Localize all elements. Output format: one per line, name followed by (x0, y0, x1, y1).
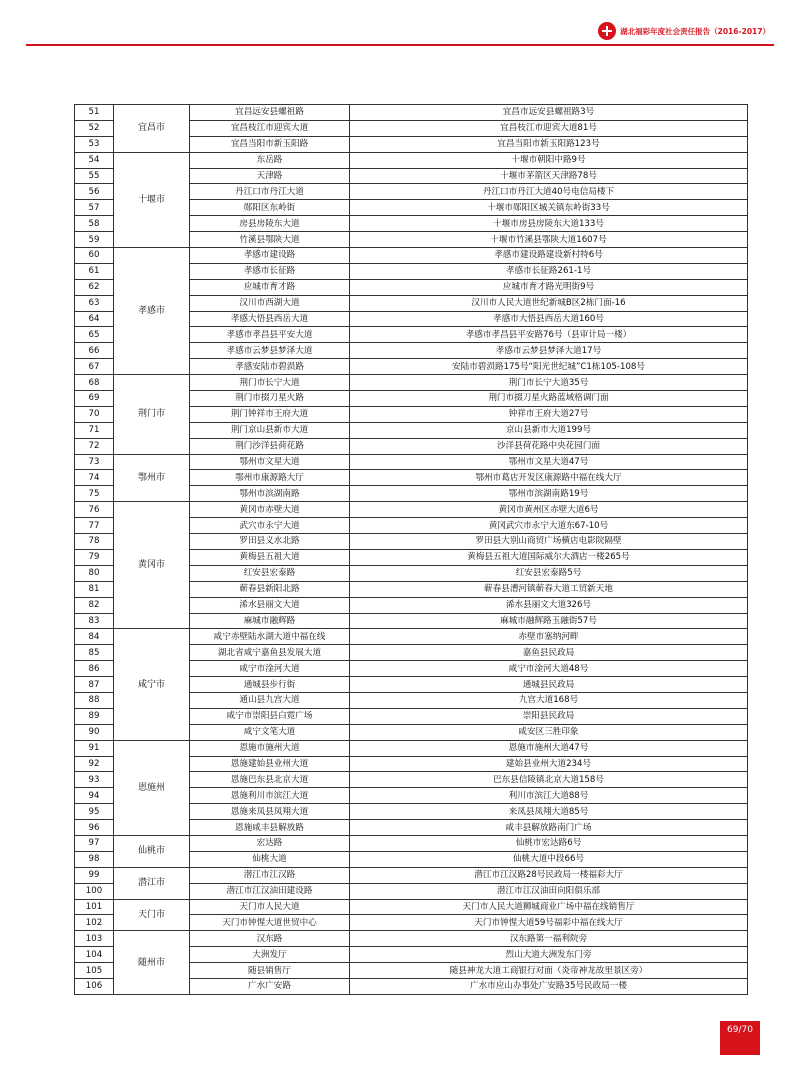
row-number: 92 (75, 756, 114, 772)
row-number: 73 (75, 454, 114, 470)
row-number: 103 (75, 931, 114, 947)
row-number: 70 (75, 406, 114, 422)
table-row (75, 629, 748, 645)
outlet-name: 通山县九宫大道 (190, 692, 350, 708)
outlet-address: 恩施市施州大道47号 (350, 740, 748, 756)
outlet-name: 汉川市西湖大道 (190, 295, 350, 311)
row-number: 75 (75, 486, 114, 502)
row-number: 65 (75, 327, 114, 343)
outlet-address: 咸宁市淦河大道48号 (350, 661, 748, 677)
outlet-address: 仙桃大道中段66号 (350, 851, 748, 867)
row-number: 64 (75, 311, 114, 327)
outlet-address: 利川市滨江大道88号 (350, 788, 748, 804)
city-name: 宜昌市 (114, 105, 190, 153)
outlet-name: 宜昌当阳市新玉阳路 (190, 136, 350, 152)
outlet-address: 通城县民政局 (350, 677, 748, 693)
row-number: 87 (75, 677, 114, 693)
row-number: 72 (75, 438, 114, 454)
outlet-address: 安陆市碧涢路175号“阳光世纪城”C1栋105-108号 (350, 359, 748, 375)
row-number: 89 (75, 708, 114, 724)
outlet-address: 孝感市孝昌县平安路76号（县审计局一楼） (350, 327, 748, 343)
outlet-name: 鄂州市滨湖南路 (190, 486, 350, 502)
outlet-name: 荆门京山县新市大道 (190, 422, 350, 438)
row-number: 66 (75, 343, 114, 359)
row-number: 91 (75, 740, 114, 756)
outlet-address: 随县神龙大道工商银行对面（炎帝神龙故里景区旁） (350, 963, 748, 979)
row-number: 82 (75, 597, 114, 613)
outlet-name: 通城县步行街 (190, 677, 350, 693)
outlet-name: 荆门沙洋县荷花路 (190, 438, 350, 454)
outlet-address: 巴东县信陵镇北京大道158号 (350, 772, 748, 788)
outlet-name: 潜江市江汉油田建设路 (190, 883, 350, 899)
outlet-name: 咸宁赤壁陆水湖大道中福在线 (190, 629, 350, 645)
row-number: 101 (75, 899, 114, 915)
table-row (75, 867, 748, 883)
row-number: 71 (75, 422, 114, 438)
outlet-address: 麻城市融辉路玉融街57号 (350, 613, 748, 629)
outlet-address: 崇阳县民政局 (350, 708, 748, 724)
city-name: 仙桃市 (114, 835, 190, 867)
row-number: 81 (75, 581, 114, 597)
row-number: 54 (75, 152, 114, 168)
outlet-name: 咸宁文笔大道 (190, 724, 350, 740)
row-number: 51 (75, 105, 114, 121)
row-number: 98 (75, 851, 114, 867)
row-number: 93 (75, 772, 114, 788)
table-row (75, 248, 748, 264)
outlet-address: 黄梅县五祖大道国际威尔大酒店一楼265号 (350, 549, 748, 565)
outlet-address: 黄冈市黄州区赤壁大道6号 (350, 502, 748, 518)
row-number: 85 (75, 645, 114, 661)
row-number: 63 (75, 295, 114, 311)
outlet-address: 蕲春县漕河镇蕲春大道工贸新天地 (350, 581, 748, 597)
outlet-name: 孝感大悟县西岳大道 (190, 311, 350, 327)
table-row (75, 375, 748, 391)
row-number: 55 (75, 168, 114, 184)
table-row (75, 105, 748, 121)
table-row (75, 454, 748, 470)
outlet-name: 应城市育才路 (190, 279, 350, 295)
outlet-address: 鄂州市滨湖南路19号 (350, 486, 748, 502)
report-title: 湖北福彩年度社会责任报告（2016-2017） (620, 26, 770, 36)
row-number: 78 (75, 534, 114, 550)
row-number: 61 (75, 263, 114, 279)
outlet-name: 恩施建始县业州大道 (190, 756, 350, 772)
row-number: 79 (75, 549, 114, 565)
outlet-name: 鄂州市文星大道 (190, 454, 350, 470)
city-name: 恩施州 (114, 740, 190, 835)
outlet-name: 荆门钟祥市王府大道 (190, 406, 350, 422)
outlet-address: 京山县新市大道199号 (350, 422, 748, 438)
outlet-address: 嘉鱼县民政局 (350, 645, 748, 661)
row-number: 105 (75, 963, 114, 979)
row-number: 88 (75, 692, 114, 708)
outlet-address: 荆门市长宁大道35号 (350, 375, 748, 391)
row-number: 57 (75, 200, 114, 216)
outlet-address: 烈山大道大洲发东门旁 (350, 947, 748, 963)
city-name: 鄂州市 (114, 454, 190, 502)
outlet-name: 随县销售厅 (190, 963, 350, 979)
row-number: 74 (75, 470, 114, 486)
outlet-address: 九宫大道168号 (350, 692, 748, 708)
outlet-name: 孝感市孝昌县平安大道 (190, 327, 350, 343)
outlet-name: 红安县宏泰路 (190, 565, 350, 581)
outlet-address: 汉川市人民大道世纪新城B区2栋门面-16 (350, 295, 748, 311)
table-row (75, 835, 748, 851)
outlet-name: 广水广安路 (190, 978, 350, 994)
outlet-name: 丹江口市丹江大道 (190, 184, 350, 200)
outlet-name: 竹溪县鄂陕大道 (190, 232, 350, 248)
outlet-address: 咸丰县解放路南门广场 (350, 820, 748, 836)
outlet-address: 丹江口市丹江大道40号电信局楼下 (350, 184, 748, 200)
city-name: 天门市 (114, 899, 190, 931)
outlet-address: 沙洋县荷花路中央花园门面 (350, 438, 748, 454)
table-row (75, 152, 748, 168)
outlet-address: 建始县业州大道234号 (350, 756, 748, 772)
city-name: 黄冈市 (114, 502, 190, 629)
outlet-address: 孝感市建设路建设新村特6号 (350, 248, 748, 264)
row-number: 80 (75, 565, 114, 581)
outlet-address: 宜昌市远安县螺祖路3号 (350, 105, 748, 121)
page-header (598, 22, 770, 40)
outlet-address: 十堰市茅箭区天津路78号 (350, 168, 748, 184)
outlet-table-body (75, 105, 748, 995)
outlet-address: 黄冈武穴市永宁大道东67-10号 (350, 518, 748, 534)
outlet-name: 浠水县丽文大道 (190, 597, 350, 613)
row-number: 67 (75, 359, 114, 375)
row-number: 106 (75, 978, 114, 994)
outlet-name: 郧阳区东岭街 (190, 200, 350, 216)
outlet-name: 孝感市长征路 (190, 263, 350, 279)
row-number: 99 (75, 867, 114, 883)
city-name: 潜江市 (114, 867, 190, 899)
row-number: 58 (75, 216, 114, 232)
outlet-name: 天门市钟惺大道世贸中心 (190, 915, 350, 931)
outlet-name: 天津路 (190, 168, 350, 184)
outlet-name: 宜昌远安县螺祖路 (190, 105, 350, 121)
row-number: 59 (75, 232, 114, 248)
outlet-name: 恩施咸丰县解放路 (190, 820, 350, 836)
outlet-address: 天门市钟惺大道59号福彩中福在线大厅 (350, 915, 748, 931)
row-number: 96 (75, 820, 114, 836)
outlet-address: 天门市人民大道狮城商业广场中福在线销售厅 (350, 899, 748, 915)
outlet-name: 孝感市云梦县梦泽大道 (190, 343, 350, 359)
city-name: 荆门市 (114, 375, 190, 454)
outlet-name: 恩施巴东县北京大道 (190, 772, 350, 788)
row-number: 102 (75, 915, 114, 931)
outlet-address: 来凤县凤翔大道85号 (350, 804, 748, 820)
outlet-address: 咸安区三胜印象 (350, 724, 748, 740)
row-number: 52 (75, 120, 114, 136)
outlet-name: 孝感市建设路 (190, 248, 350, 264)
outlet-address: 鄂州市文星大道47号 (350, 454, 748, 470)
row-number: 90 (75, 724, 114, 740)
outlet-address: 十堰市房县房陵东大道133号 (350, 216, 748, 232)
outlet-address: 钟祥市王府大道27号 (350, 406, 748, 422)
table-row (75, 740, 748, 756)
outlet-name: 仙桃大道 (190, 851, 350, 867)
table-row (75, 502, 748, 518)
outlet-address: 宜昌枝江市迎宾大道81号 (350, 120, 748, 136)
outlet-name: 罗田县义水北路 (190, 534, 350, 550)
outlet-name: 宏达路 (190, 835, 350, 851)
row-number: 69 (75, 391, 114, 407)
row-number: 86 (75, 661, 114, 677)
page-number: 69/70 (720, 1021, 760, 1055)
outlet-address: 罗田县大别山商贸广场横店电影院隔壁 (350, 534, 748, 550)
outlet-name: 麻城市融辉路 (190, 613, 350, 629)
row-number: 104 (75, 947, 114, 963)
outlet-name: 房县房陵东大道 (190, 216, 350, 232)
outlet-name: 武穴市永宁大道 (190, 518, 350, 534)
outlet-address: 潜江市江汉路28号民政局一楼福彩大厅 (350, 867, 748, 883)
outlet-address: 应城市育才路光明街9号 (350, 279, 748, 295)
outlet-address: 鄂州市葛店开发区康源路中福在线大厅 (350, 470, 748, 486)
outlet-name: 蕲春县新阳北路 (190, 581, 350, 597)
city-name: 咸宁市 (114, 629, 190, 740)
outlet-table (74, 104, 748, 995)
outlet-name: 潜江市江汉路 (190, 867, 350, 883)
outlet-name: 荆门市掇刀星火路 (190, 391, 350, 407)
outlet-name: 黄冈市赤壁大道 (190, 502, 350, 518)
outlet-address: 孝感市大悟县西岳大道160号 (350, 311, 748, 327)
row-number: 100 (75, 883, 114, 899)
outlet-address: 孝感市云梦县梦泽大道17号 (350, 343, 748, 359)
row-number: 62 (75, 279, 114, 295)
outlet-name: 天门市人民大道 (190, 899, 350, 915)
outlet-name: 黄梅县五祖大道 (190, 549, 350, 565)
outlet-name: 孝感安陆市碧涢路 (190, 359, 350, 375)
row-number: 84 (75, 629, 114, 645)
row-number: 95 (75, 804, 114, 820)
outlet-address: 汉东路第一福利院旁 (350, 931, 748, 947)
outlet-name: 恩施市施州大道 (190, 740, 350, 756)
outlet-address: 孝感市长征路261-1号 (350, 263, 748, 279)
outlet-address: 荆门市掇刀星火路蓝域格调门面 (350, 391, 748, 407)
outlet-name: 湖北省咸宁嘉鱼县发展大道 (190, 645, 350, 661)
row-number: 97 (75, 835, 114, 851)
table-row (75, 899, 748, 915)
outlet-name: 荆门市长宁大道 (190, 375, 350, 391)
outlet-address: 宜昌当阳市新玉阳路123号 (350, 136, 748, 152)
city-name: 孝感市 (114, 248, 190, 375)
row-number: 94 (75, 788, 114, 804)
row-number: 56 (75, 184, 114, 200)
outlet-address: 仙桃市宏达路6号 (350, 835, 748, 851)
row-number: 83 (75, 613, 114, 629)
outlet-address: 十堰市郧阳区城关镇东岭街33号 (350, 200, 748, 216)
row-number: 68 (75, 375, 114, 391)
outlet-name: 咸宁市崇阳县白霓广场 (190, 708, 350, 724)
row-number: 60 (75, 248, 114, 264)
header-rule (26, 44, 774, 46)
outlet-address: 红安县宏泰路5号 (350, 565, 748, 581)
table-row (75, 931, 748, 947)
outlet-name: 汉东路 (190, 931, 350, 947)
outlet-name: 鄂州市康源路大厅 (190, 470, 350, 486)
row-number: 53 (75, 136, 114, 152)
outlet-name: 大洲发厅 (190, 947, 350, 963)
outlet-name: 恩施利川市滨江大道 (190, 788, 350, 804)
outlet-name: 恩施来凤县凤翔大道 (190, 804, 350, 820)
outlet-address: 十堰市竹溪县鄂陕大道1607号 (350, 232, 748, 248)
outlet-address: 十堰市朝阳中路9号 (350, 152, 748, 168)
outlet-address: 潜江市江汉油田向阳俱乐部 (350, 883, 748, 899)
city-name: 随州市 (114, 931, 190, 995)
row-number: 76 (75, 502, 114, 518)
outlet-name: 东岳路 (190, 152, 350, 168)
welfare-lottery-logo-icon (598, 22, 616, 40)
outlet-address: 赤壁市塞纳河畔 (350, 629, 748, 645)
row-number: 77 (75, 518, 114, 534)
outlet-name: 宜昌枝江市迎宾大道 (190, 120, 350, 136)
city-name: 十堰市 (114, 152, 190, 247)
outlet-address: 浠水县丽文大道326号 (350, 597, 748, 613)
outlet-name: 咸宁市淦河大道 (190, 661, 350, 677)
outlet-address: 广水市应山办事处广安路35号民政局一楼 (350, 978, 748, 994)
